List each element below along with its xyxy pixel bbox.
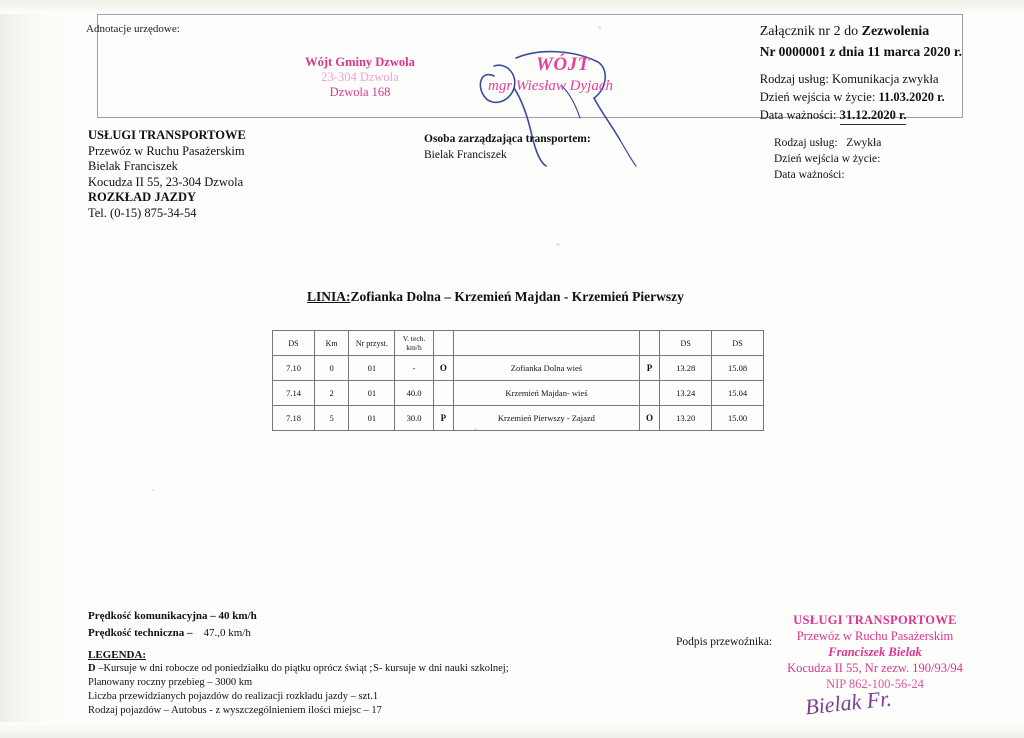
th-ds-3: DS <box>712 331 764 356</box>
scan-edge-left <box>0 0 70 738</box>
th-ds-2: DS <box>660 331 712 356</box>
cell-mark-right: P <box>639 356 660 381</box>
cell-nr: 01 <box>349 406 395 431</box>
cell-ds3: 15.00 <box>712 406 764 431</box>
line-title <box>307 289 684 305</box>
legend-d-mark: D <box>88 663 96 674</box>
cell-km: 2 <box>315 381 349 406</box>
carrier-line2: Przewóz w Ruchu Pasażerskim <box>88 143 245 158</box>
legend-s-text: S- kursuje w dni nauki szkolnej; <box>373 663 509 674</box>
carrier-block <box>88 128 246 221</box>
table-row <box>273 356 764 381</box>
carrier-line3: Bielak Franciszek <box>88 159 178 173</box>
carrier-stamp-line1: USŁUGI TRANSPORTOWE <box>793 613 957 627</box>
service-meta-row: Dzień wejścia w życie: <box>774 153 881 165</box>
cell-ds1: 7.10 <box>273 356 315 381</box>
cell-nr: 01 <box>349 381 395 406</box>
attachment-line2: Nr 0000001 z dnia 11 marca 2020 r. <box>759 44 962 59</box>
th-mark-left <box>433 331 454 356</box>
th-stop-name <box>454 331 640 356</box>
cell-km: 0 <box>315 356 349 381</box>
th-ds-1: DS <box>273 331 315 356</box>
speed-row <box>88 625 257 642</box>
carrier-name: USŁUGI TRANSPORTOWE <box>88 128 246 142</box>
scan-speck <box>152 489 155 491</box>
cell-ds1: 7.18 <box>273 406 315 431</box>
cell-ds3: 15.08 <box>712 356 764 381</box>
office-stamp <box>280 55 440 100</box>
cell-ds2: 13.24 <box>660 381 712 406</box>
permit-detail-value: Komunikacja zwykła <box>831 72 939 86</box>
permit-detail-row <box>760 88 962 106</box>
cell-stop-name: Krzemień Majdan- wieś <box>454 381 640 406</box>
permit-detail-label: Rodzaj usług: <box>759 72 832 86</box>
table-header-row <box>273 331 764 356</box>
legend-line-mileage: Planowany roczny przebieg – 3000 km <box>88 677 253 688</box>
timetable-heading: ROZKŁAD JAZDY <box>88 190 196 204</box>
service-meta-label: Rodzaj usług: <box>774 137 841 149</box>
mayor-title: WÓJT <box>536 54 590 75</box>
cell-mark-left: O <box>433 356 454 381</box>
legend-d-text: –Kursuje w dni robocze od poniedziałku do piątku oprócz świąt ; <box>95 663 373 674</box>
cell-vtech: 30.0 <box>395 406 433 431</box>
cell-vtech: - <box>395 356 433 381</box>
mayor-stamp-text <box>488 54 613 95</box>
speed-row <box>88 608 257 625</box>
cell-stop-name: Zofianka Dolna wieś <box>454 356 640 381</box>
carrier-phone: Tel. (0-15) 875-34-54 <box>88 205 197 220</box>
transport-manager-name: Bielak Franciszek <box>424 149 507 161</box>
legend-title: LEGENDA: <box>88 649 147 661</box>
cell-ds3: 15.04 <box>712 381 764 406</box>
transport-manager-label: Osoba zarządzająca transportem: <box>424 133 591 145</box>
cell-ds2: 13.28 <box>660 356 712 381</box>
service-meta-row <box>774 135 881 151</box>
cell-ds1: 7.14 <box>273 381 315 406</box>
th-mark-right <box>639 331 660 356</box>
carrier-address: Kocudza II 55, 23-304 Dzwola <box>88 174 244 189</box>
permit-detail-label: Dzień wejścia w życie: <box>759 90 879 104</box>
comm-speed-label: Prędkość komunikacyjna – <box>88 610 219 622</box>
legend-line-vehicle-type: Rodzaj pojazdów – Autobus - z wyszczególnieniem ilości miejsc – 17 <box>88 705 382 716</box>
service-meta-row: Data ważności: <box>774 169 845 181</box>
permit-detail-value: 31.12.2020 r. <box>840 106 907 125</box>
scan-speck <box>556 243 560 246</box>
transport-manager-block <box>424 131 591 163</box>
cell-vtech: 40.0 <box>395 381 433 406</box>
official-annotations-label: Adnotacje urzędowe: <box>86 23 180 35</box>
tech-speed-value: 47.,0 km/h <box>203 627 251 639</box>
scan-edge-top <box>0 0 1024 14</box>
attachment-prefix: Załącznik nr 2 do <box>759 24 862 39</box>
carrier-stamp-line4: Kocudza II 55, Nr zezw. 190/93/94 <box>787 661 963 675</box>
carrier-stamp-line5: NIP 862-100-56-24 <box>826 677 924 691</box>
permit-detail-row <box>760 106 962 125</box>
permit-detail-value: 11.03.2020 r. <box>878 90 945 104</box>
cell-ds2: 13.20 <box>660 406 712 431</box>
permit-detail-label: Data ważności: <box>759 108 840 122</box>
handwritten-signature-carrier: Bielak Fr. <box>803 685 893 720</box>
carrier-stamp-line2: Przewóz w Ruchu Pasażerskim <box>796 629 954 643</box>
attachment-bold: Zezwolenia <box>861 24 930 39</box>
th-stop-number: Nr przyst. <box>349 331 395 356</box>
carrier-stamp-line3: Franciszek Bielak <box>828 645 922 659</box>
th-km: Km <box>315 331 349 356</box>
office-stamp-line3: Dzwola 168 <box>329 85 391 99</box>
timetable <box>272 330 764 431</box>
permit-details <box>760 70 962 125</box>
attachment-line1 <box>760 22 962 42</box>
cell-mark-right <box>639 381 660 406</box>
line-title-value: Zofianka Dolna – Krzemień Majdan - Krzemień Pierwszy <box>350 289 684 304</box>
cell-km: 5 <box>315 406 349 431</box>
legend-line-vehicles: Liczba przewidzianych pojazdów do realizacji rozkładu jazdy – szt.1 <box>88 691 379 702</box>
office-stamp-line1: Wójt Gminy Dzwola <box>305 55 415 69</box>
carrier-stamp <box>780 612 970 692</box>
cell-mark-right: O <box>639 406 660 431</box>
permit-detail-row <box>760 70 962 88</box>
office-stamp-line2: 23-304 Dzwola <box>321 70 399 84</box>
cell-nr: 01 <box>349 356 395 381</box>
speeds-block <box>88 608 257 642</box>
table-row <box>273 406 764 431</box>
mayor-name: mgr Wiesław Dyjach <box>488 78 613 94</box>
legend-line-d <box>88 662 509 676</box>
cell-mark-left: P <box>433 406 454 431</box>
comm-speed-value: 40 km/h <box>218 610 257 622</box>
th-vtech-line2: km/h <box>406 343 422 352</box>
th-vtech <box>395 331 433 356</box>
tech-speed-label: Prędkość techniczna – <box>88 627 196 639</box>
legend-block <box>88 648 509 718</box>
service-meta-value: Zwykła <box>846 137 882 149</box>
attachment-header <box>760 22 962 125</box>
cell-mark-left <box>433 381 454 406</box>
carrier-signature-label: Podpis przewoźnika: <box>676 636 773 648</box>
scan-edge-bottom <box>0 722 1024 738</box>
line-title-label: LINIA: <box>307 289 351 304</box>
th-vtech-line1: V. tech. <box>402 334 426 343</box>
service-meta-block <box>774 135 881 183</box>
cell-stop-name: Krzemień Pierwszy - Zajazd <box>454 406 640 431</box>
table-row <box>273 381 764 406</box>
